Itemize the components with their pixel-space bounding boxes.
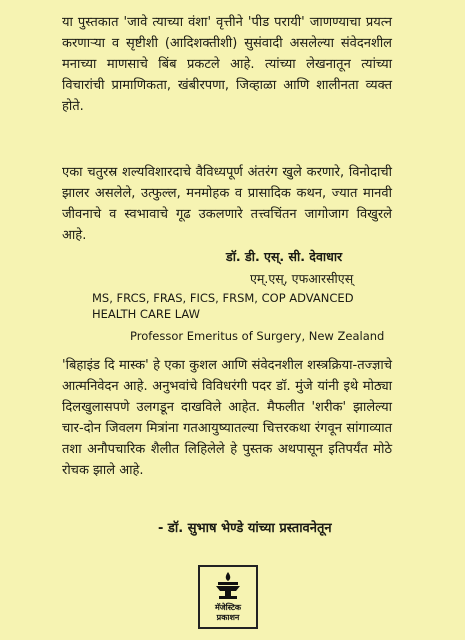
paragraph-1: या पुस्तकात 'जावे त्याच्या वंशा' वृत्तीने 'पीड परायी' जाणण्याचा प्रयत्न करणाऱ्या व सृष्टीशी (आदिशक्तीशी) सुसंवादी असलेल्या संवेदनशील मनाच्या माणसाचे बिंब प्रकटले आहे. त्यांच्या लेखनातून त्यांच्या विचारांची प्रामाणिकता, खंबीरपणा, जिव्हाळा आणि शालीनता व्यक्त होते. xyxy=(62,15,392,114)
signature-degrees-marathi: एम्.एस्, एफआरसीएस् xyxy=(250,271,354,286)
logo-text-line2: प्रकाशन xyxy=(216,613,240,622)
publisher-logo xyxy=(198,565,258,629)
signature-title: Professor Emeritus of Surgery, New Zealand xyxy=(130,329,385,343)
signature-name: डॉ. डी. एस्. सी. देवाधार xyxy=(226,249,343,264)
lamp-icon xyxy=(212,571,244,601)
paragraph-2: एका चतुरस्र शल्यविशारदाचे वैविध्यपूर्ण अंतरंग खुले करणारे, विनोदाची झालर असलेले, उत्फुल्ल, मनमोहक व प्रासादिक कथन, ज्यात मानवी जीवनाचे व स्वभावाचे गूढ उकलणारे तत्त्वचिंतन जागोजाग विखुरले आहे. xyxy=(62,165,392,243)
signature-degrees-english: MS, FRCS, FRAS, FICS, FRSM, COP ADVANCED HEALTH CARE LAW xyxy=(92,291,354,321)
quote-attribution: - डॉ. सुभाष भेण्डे यांच्या प्रस्तावनेतून xyxy=(158,521,332,536)
paragraph-3: 'बिहाइंड दि मास्क' हे एका कुशल आणि संवेदनशील शस्त्रक्रिया-तज्ज्ञाचे आत्मनिवेदन आहे. अनुभवांचे विविधरंगी पदर डॉ. मुंजे यांनी इथे मोठ्या दिलखुलासपणे उलगडून दाखविले आहेत. मैफलीत 'शरीक' झालेल्या चार-दोन जिवलग मित्रांना गतआयुष्यातल्या चित्तरकथा रंगवून सांगाव्यात तशा अनौपचारिक शैलीत लिहिलेले हे पुस्तक अथपासून इतिपर्यंत मोठे रोचक झाले आहे. xyxy=(62,358,392,478)
logo-text-line1: मॅजेस्टिक xyxy=(214,603,242,612)
